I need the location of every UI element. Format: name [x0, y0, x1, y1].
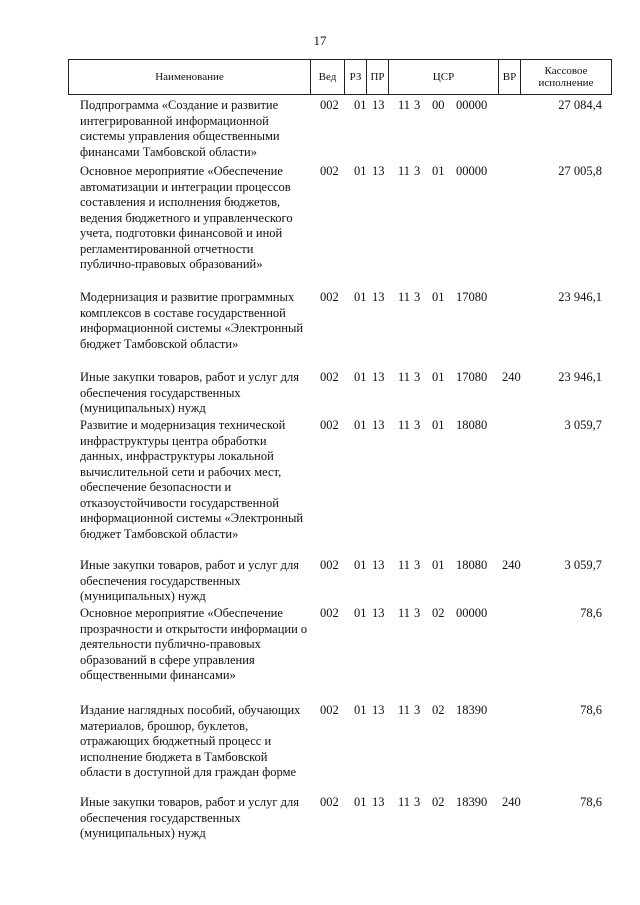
row-amount: 27 005,8 [558, 164, 602, 178]
row-amount: 27 084,4 [558, 98, 602, 112]
row-name: Иные закупки товаров, работ и услуг для обеспечения государственных (муниципальных) нужд [80, 795, 300, 840]
row-rz: 01 [354, 606, 367, 620]
row-vr: 240 [502, 370, 521, 384]
row-rz: 01 [354, 164, 367, 178]
row-csr-subprogram: 3 [414, 795, 421, 809]
row-ved: 002 [320, 418, 339, 432]
row-csr-program: 11 [398, 164, 411, 178]
row-ved: 002 [320, 370, 339, 384]
row-csr-direction: 18080 [456, 558, 488, 572]
row-vr: 240 [502, 795, 521, 809]
row-csr-subprogram: 3 [414, 370, 421, 384]
row-csr-direction: 00000 [456, 164, 488, 178]
row-csr-activity: 02 [432, 795, 445, 809]
row-csr-activity: 00 [432, 98, 445, 112]
row-ved: 002 [320, 606, 339, 620]
row-csr-activity: 01 [432, 558, 445, 572]
row-csr-activity: 01 [432, 164, 445, 178]
row-amount: 78,6 [580, 703, 602, 717]
row-csr-direction: 17080 [456, 290, 488, 304]
row-pr: 13 [372, 98, 385, 112]
row-name: Подпрограмма «Создание и развитие интегрированной информационной системы управления общественными финансами Тамбовской области» [80, 98, 280, 159]
row-csr-program: 11 [398, 290, 411, 304]
row-csr-activity: 02 [432, 703, 445, 717]
row-csr-program: 11 [398, 558, 411, 572]
row-csr-program: 11 [398, 98, 411, 112]
row-csr-program: 11 [398, 418, 411, 432]
header-pr: ПР [367, 60, 389, 94]
row-amount: 3 059,7 [564, 558, 602, 572]
row-csr-direction: 18390 [456, 795, 488, 809]
row-csr-direction: 00000 [456, 98, 488, 112]
row-name: Иные закупки товаров, работ и услуг для обеспечения государственных (муниципальных) нужд [80, 558, 300, 603]
row-amount: 78,6 [580, 795, 602, 809]
row-ved: 002 [320, 164, 339, 178]
row-csr-program: 11 [398, 370, 411, 384]
row-name: Развитие и модернизация технической инфраструктуры центра обработки данных, инфраструктуры локальной вычислительной сети и рабочих мест, обеспечение безопасности и отказоустойчивости государственной информационной системы «Электронный бюджет Тамбовской области» [80, 418, 304, 541]
row-pr: 13 [372, 370, 385, 384]
row-amount: 3 059,7 [564, 418, 602, 432]
row-rz: 01 [354, 290, 367, 304]
row-ved: 002 [320, 290, 339, 304]
row-csr-subprogram: 3 [414, 606, 421, 620]
header-ved: Вед [311, 60, 345, 94]
row-csr-subprogram: 3 [414, 703, 421, 717]
row-csr-direction: 18080 [456, 418, 488, 432]
row-csr-activity: 01 [432, 370, 445, 384]
row-csr-subprogram: 3 [414, 164, 421, 178]
row-pr: 13 [372, 795, 385, 809]
row-pr: 13 [372, 418, 385, 432]
row-csr-subprogram: 3 [414, 418, 421, 432]
row-name: Издание наглядных пособий, обучающих материалов, брошюр, буклетов, отражающих бюджетный процесс и исполнение бюджета в Тамбовской области в доступной для граждан форме [80, 703, 301, 779]
row-name: Иные закупки товаров, работ и услуг для обеспечения государственных (муниципальных) нужд [80, 370, 300, 415]
row-csr-direction: 17080 [456, 370, 488, 384]
row-csr-subprogram: 3 [414, 98, 421, 112]
row-ved: 002 [320, 98, 339, 112]
row-csr-activity: 02 [432, 606, 445, 620]
row-rz: 01 [354, 558, 367, 572]
row-pr: 13 [372, 703, 385, 717]
table-header [68, 59, 612, 95]
row-pr: 13 [372, 558, 385, 572]
row-csr-activity: 01 [432, 290, 445, 304]
row-name: Модернизация и развитие программных комплексов в составе государственной информационной системы «Электронный бюджет Тамбовской области» [80, 290, 304, 351]
row-rz: 01 [354, 370, 367, 384]
row-amount: 23 946,1 [558, 370, 602, 384]
row-rz: 01 [354, 795, 367, 809]
row-csr-program: 11 [398, 795, 411, 809]
row-csr-subprogram: 3 [414, 558, 421, 572]
row-pr: 13 [372, 606, 385, 620]
row-name: Основное мероприятие «Обеспечение прозрачности и открытости информации о деятельности публично-правовых образований в сфере управления общественными финансами» [80, 606, 308, 682]
header-vr: ВР [499, 60, 521, 94]
row-pr: 13 [372, 164, 385, 178]
row-amount: 23 946,1 [558, 290, 602, 304]
row-rz: 01 [354, 418, 367, 432]
row-csr-subprogram: 3 [414, 290, 421, 304]
row-name: Основное мероприятие «Обеспечение автоматизации и интеграции процессов составления и исполнения бюджетов, ведения бюджетного и управленческого учета, подготовки финансовой и иной регламентированной отчетности публично-правовых образований» [80, 164, 293, 271]
header-amount: Кассовое исполнение [538, 65, 594, 89]
header-name: Наименование [69, 60, 311, 94]
page-number: 17 [313, 33, 327, 48]
row-rz: 01 [354, 703, 367, 717]
row-csr-direction: 18390 [456, 703, 488, 717]
row-ved: 002 [320, 795, 339, 809]
row-csr-program: 11 [398, 606, 411, 620]
header-csr: ЦСР [389, 60, 499, 94]
header-rz: РЗ [345, 60, 367, 94]
row-csr-direction: 00000 [456, 606, 488, 620]
row-csr-activity: 01 [432, 418, 445, 432]
row-csr-program: 11 [398, 703, 411, 717]
row-pr: 13 [372, 290, 385, 304]
row-rz: 01 [354, 98, 367, 112]
row-vr: 240 [502, 558, 521, 572]
row-ved: 002 [320, 703, 339, 717]
row-amount: 78,6 [580, 606, 602, 620]
row-ved: 002 [320, 558, 339, 572]
